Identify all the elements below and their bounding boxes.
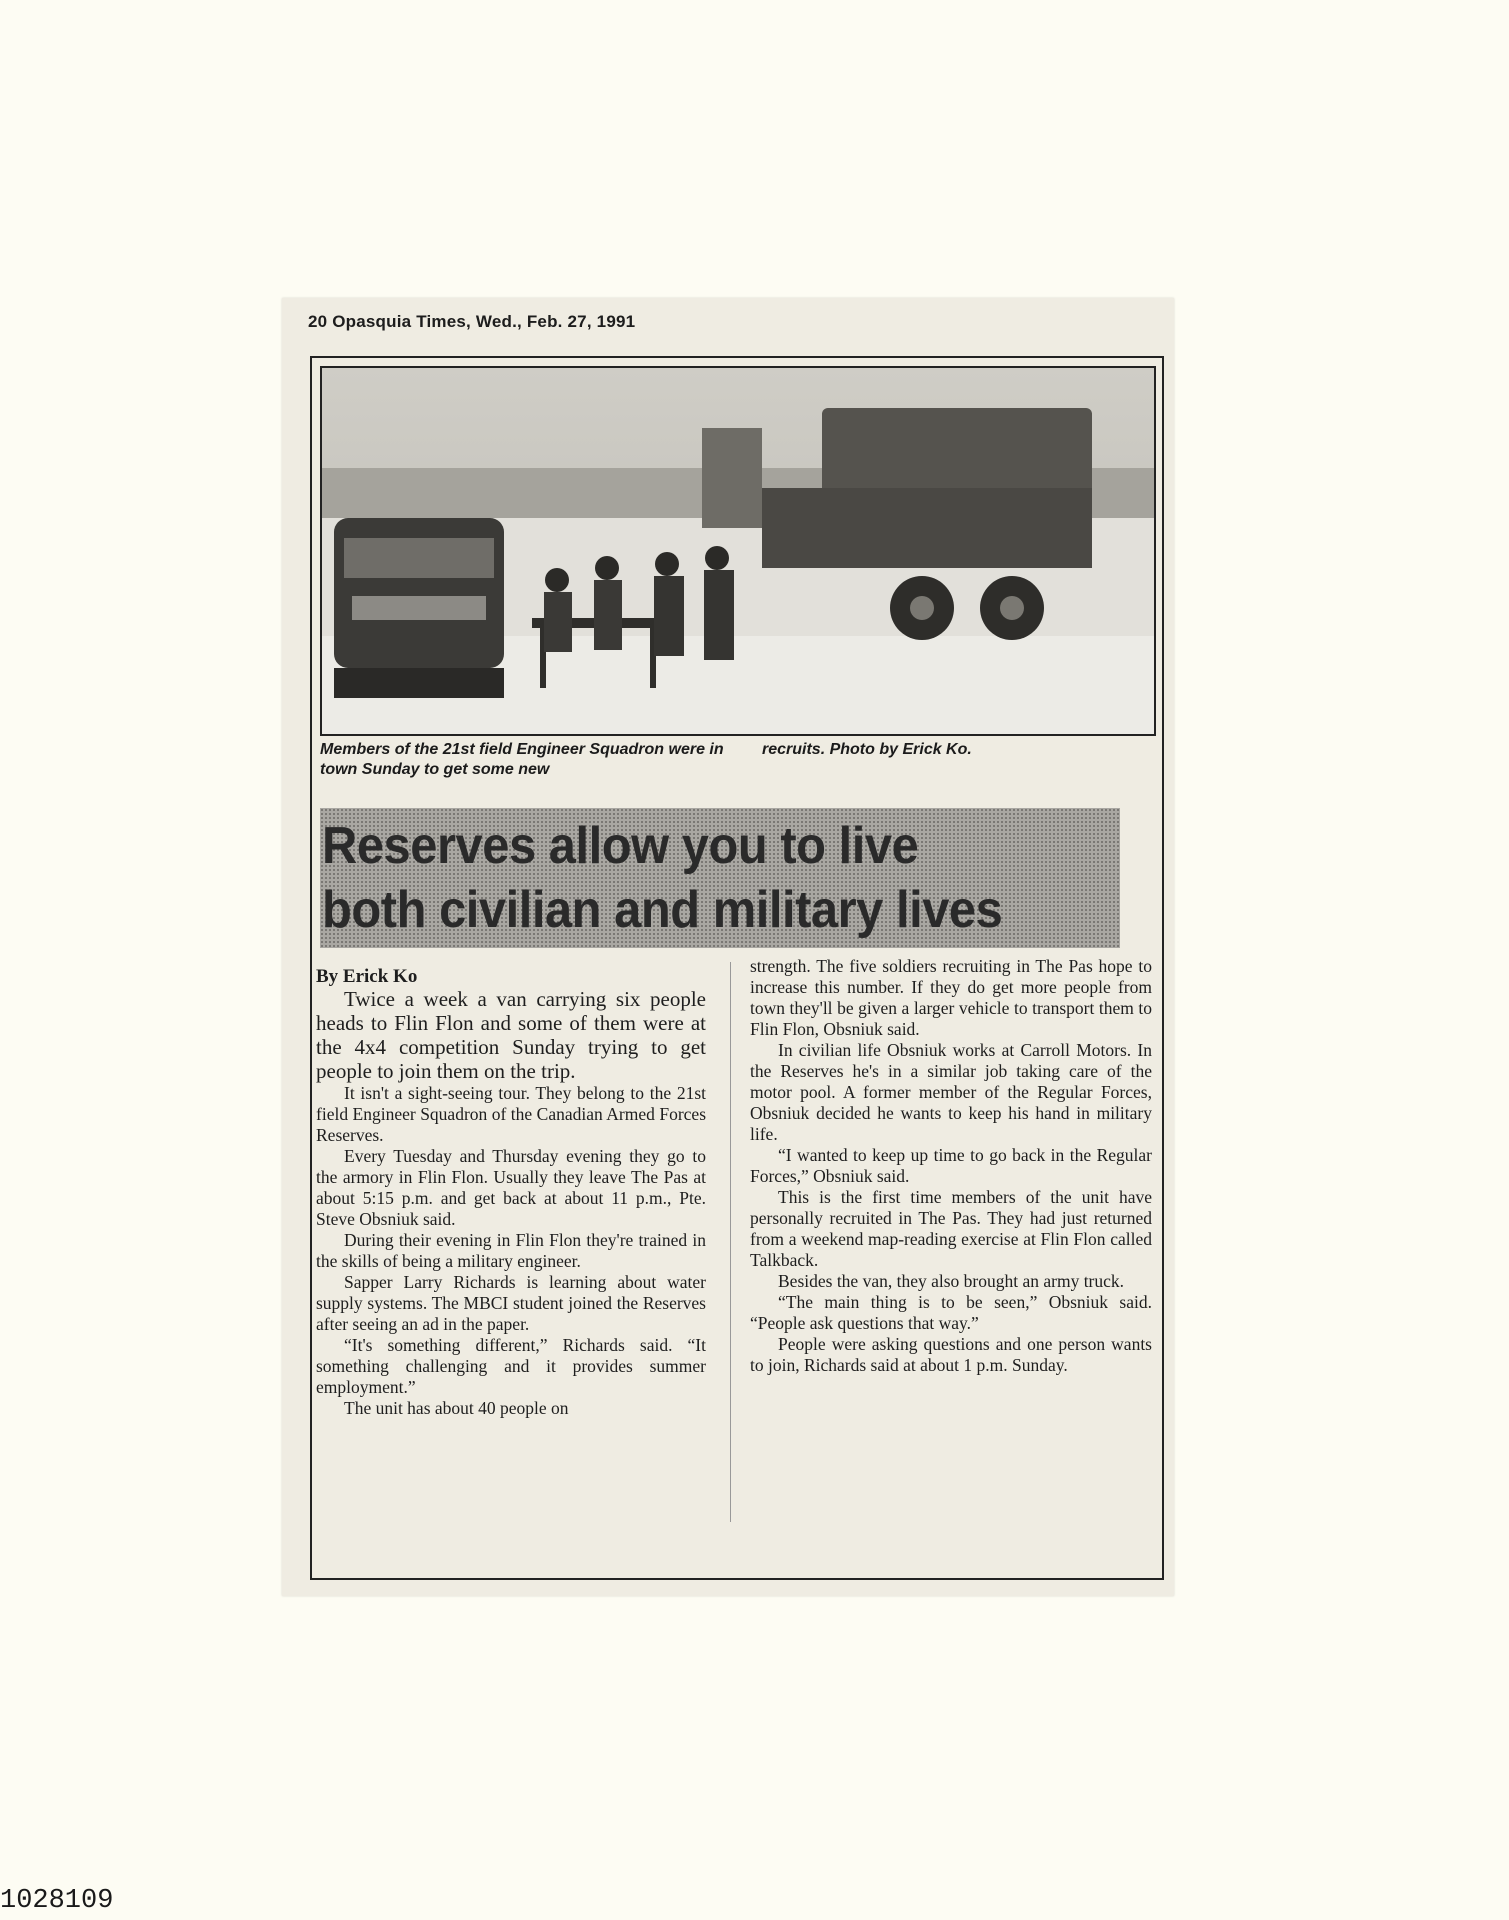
headline-line-2: both civilian and military lives (322, 881, 1003, 939)
paragraph: The unit has about 40 people on (344, 1398, 569, 1418)
paragraph: People were asking questions and one person wants to join, Richards said at about 1 p.m. Sunday. (750, 1334, 1152, 1375)
person-icon (545, 568, 569, 592)
paragraph: Twice a week a van carrying six people heads to Flin Flon and some of them were at the 4x4 competition Sunday trying to get people to join them on the trip. (316, 987, 706, 1083)
byline: By Erick Ko (316, 966, 418, 987)
headline-box (320, 808, 1120, 948)
paragraph: Besides the van, they also brought an army truck. (778, 1271, 1125, 1291)
paragraph: It isn't a sight-seeing tour. They belong to the 21st field Engineer Squadron of the Canadian Armed Forces Reserves. (316, 1083, 706, 1145)
paragraph: In civilian life Obsniuk works at Carroll Motors. In the Reserves he's in a similar job taking care of the motor pool. A former member of the Regular Forces, Obsniuk decided he wants to keep his hand in military life. (750, 1040, 1152, 1144)
paragraph: “It's something different,” Richards said. “It something challenging and it provides summer employment.” (316, 1335, 706, 1397)
paragraph: This is the first time members of the unit have personally recruited in The Pas. They had just returned from a weekend map-reading exercise at Flin Flon called Talkback. (750, 1187, 1152, 1270)
paragraph: strength. The five soldiers recruiting in The Pas hope to increase this number. If they do get more people from town they'll be given a larger vehicle to transport them to Flin Flon, Obsniuk said. (750, 956, 1152, 1039)
person-icon (705, 546, 729, 570)
headline-line-1: Reserves allow you to live (322, 817, 919, 875)
article-column-right (750, 956, 1152, 1376)
article-photo (320, 366, 1156, 736)
photo-caption-right: recruits. Photo by Erick Ko. (762, 741, 972, 758)
person-icon (655, 552, 679, 576)
photo-scene (322, 368, 1154, 734)
photo-caption-left: Members of the 21st field Engineer Squadron were in town Sunday to get some new (320, 741, 724, 778)
column-divider (730, 962, 731, 1522)
paragraph: “The main thing is to be seen,” Obsniuk said. “People ask questions that way.” (750, 1292, 1152, 1333)
paragraph: Sapper Larry Richards is learning about water supply systems. The MBCI student joined the Reserves after seeing an ad in the paper. (316, 1272, 706, 1334)
paragraph: During their evening in Flin Flon they're trained in the skills of being a military engineer. (316, 1230, 706, 1271)
headline (322, 814, 1074, 942)
article-column-left (316, 966, 706, 1419)
article-frame (310, 356, 1164, 1580)
truck-cab-icon (702, 428, 762, 528)
document-id: 1028109 (0, 1886, 114, 1916)
newspaper-header: 20 Opasquia Times, Wed., Feb. 27, 1991 (308, 312, 636, 331)
paragraph: Every Tuesday and Thursday evening they go to the armory in Flin Flon. Usually they leave The Pas at about 5:15 p.m. and get back at about 11 p.m., Pte. Steve Obsniuk said. (316, 1146, 706, 1229)
newspaper-clipping (282, 298, 1174, 1596)
person-icon (595, 556, 619, 580)
paragraph: “I wanted to keep up time to go back in the Regular Forces,” Obsniuk said. (750, 1145, 1152, 1186)
